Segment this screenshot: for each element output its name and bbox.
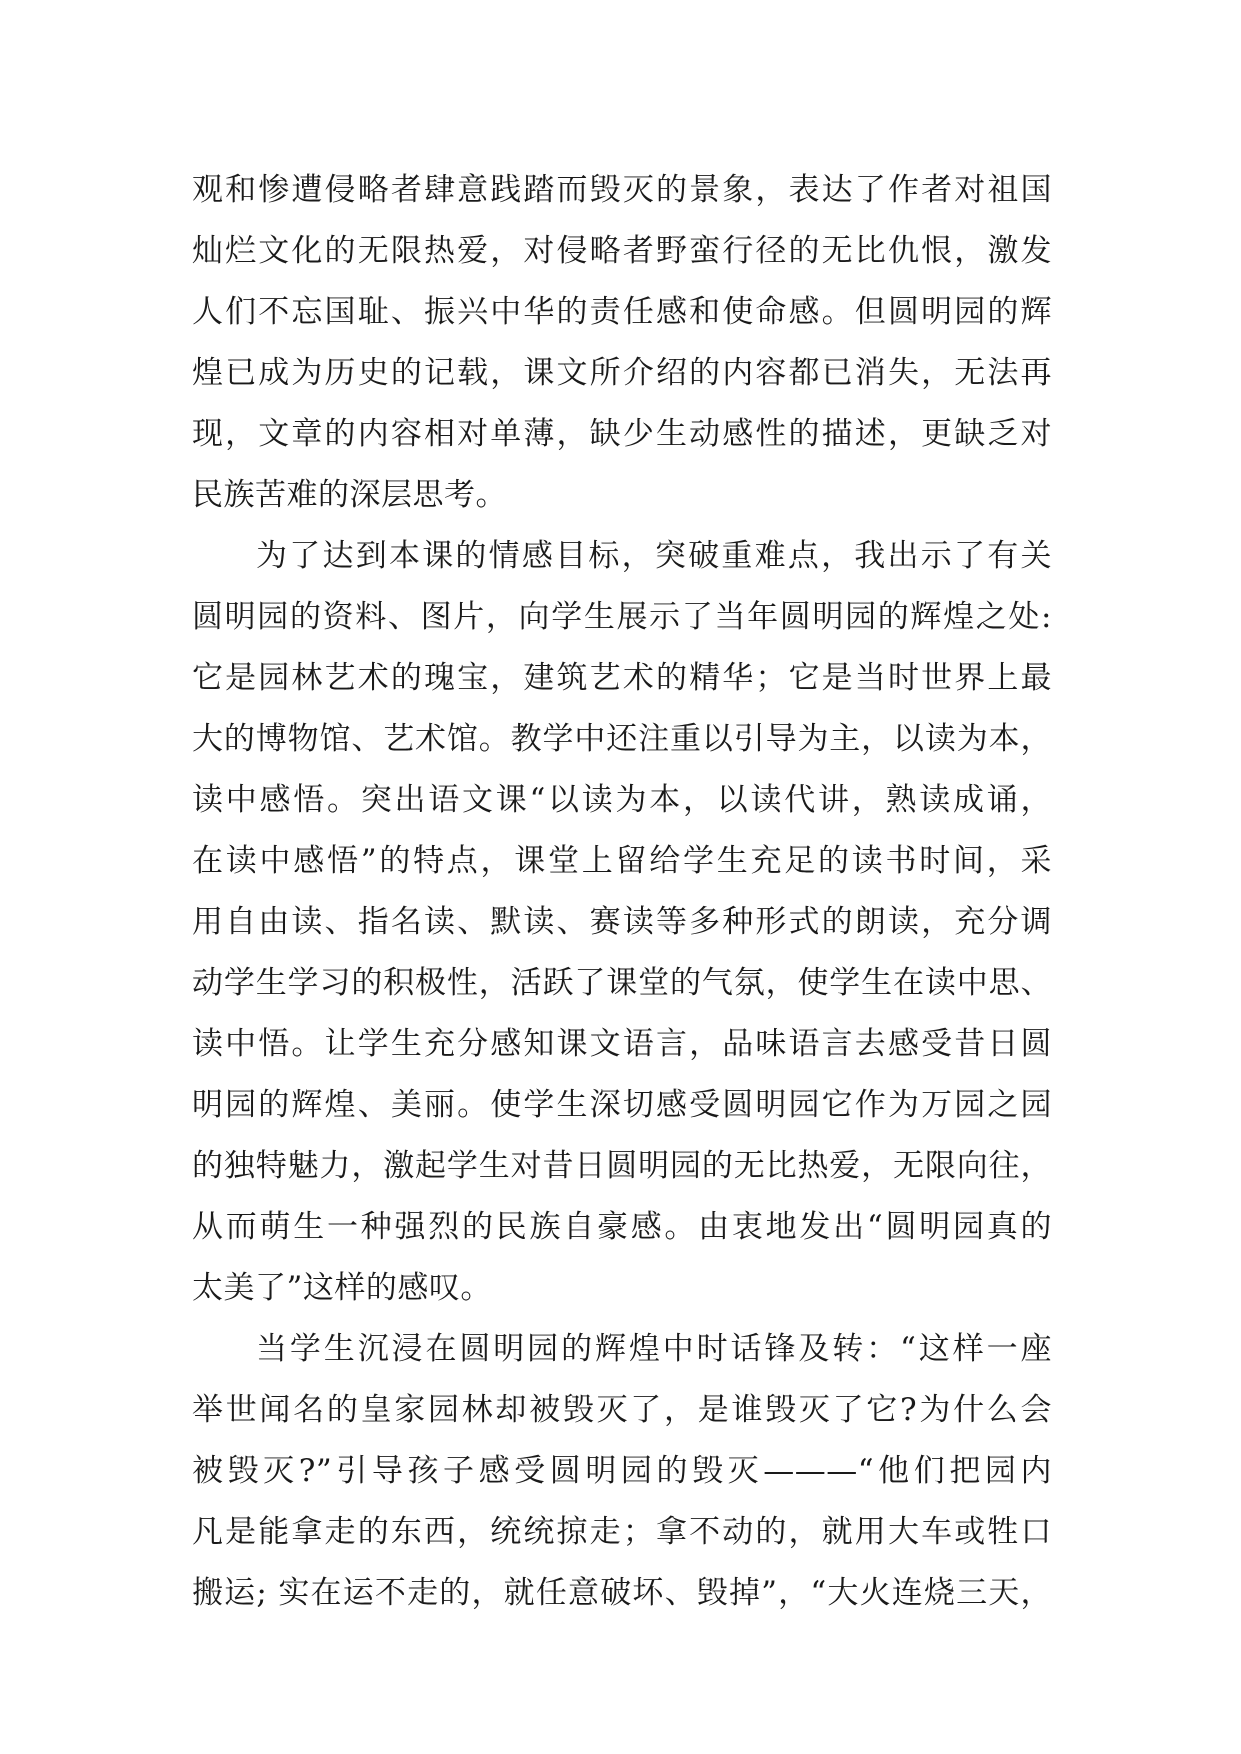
text-line: 现，文章的内容相对单薄，缺少生动感性的描述，更缺乏对: [192, 416, 1052, 452]
paragraph-first-line: 为了达到本课的情感目标，突破重难点，我出示了有关: [256, 538, 1052, 574]
text-line: 凡是能拿走的东西，统统掠走；拿不动的，就用大车或牲口: [192, 1514, 1052, 1550]
text-line: 动学生学习的积极性，活跃了课堂的气氛，使学生在读中思、: [192, 965, 1052, 1001]
text-line: 从而萌生一种强烈的民族自豪感。由衷地发出“圆明园真的: [192, 1209, 1052, 1245]
text-line: 用自由读、指名读、默读、赛读等多种形式的朗读，充分调: [192, 904, 1052, 940]
text-line: 明园的辉煌、美丽。使学生深切感受圆明园它作为万园之园: [192, 1087, 1052, 1123]
text-line: 它是园林艺术的瑰宝，建筑艺术的精华；它是当时世界上最: [192, 660, 1052, 696]
text-line: 观和惨遭侵略者肆意践踏而毁灭的景象，表达了作者对祖国: [192, 172, 1052, 208]
body-text: [192, 160, 1052, 1624]
paragraph-first-line: 当学生沉浸在圆明园的辉煌中时话锋及转：“这样一座: [256, 1331, 1052, 1367]
text-line: 读中悟。让学生充分感知课文语言，品味语言去感受昔日圆: [192, 1026, 1052, 1062]
text-line: 举世闻名的皇家园林却被毁灭了，是谁毁灭了它?为什么会: [192, 1392, 1052, 1428]
text-line: 的独特魅力，激起学生对昔日圆明园的无比热爱，无限向往，: [192, 1148, 1052, 1184]
text-line: 被毁灭?”引导孩子感受圆明园的毁灭———“他们把园内: [192, 1453, 1052, 1489]
text-line: 圆明园的资料、图片，向学生展示了当年圆明园的辉煌之处:: [192, 599, 1052, 635]
text-line: 太美了”这样的感叹。: [192, 1270, 492, 1306]
text-line: 灿烂文化的无限热爱，对侵略者野蛮行径的无比仇恨，激发: [192, 233, 1052, 269]
text-line: 人们不忘国耻、振兴中华的责任感和使命感。但圆明园的辉: [192, 294, 1052, 330]
text-line: 民族苦难的深层思考。: [192, 477, 507, 513]
text-line: 在读中感悟”的特点，课堂上留给学生充足的读书时间，采: [192, 843, 1052, 879]
text-line: 煌已成为历史的记载，课文所介绍的内容都已消失，无法再: [192, 355, 1052, 391]
text-line: 读中感悟。突出语文课“以读为本，以读代讲，熟读成诵，: [192, 782, 1052, 818]
text-line: 搬运; 实在运不走的，就任意破坏、毁掉”，“大火连烧三天，: [192, 1575, 1052, 1611]
text-line: 大的博物馆、艺术馆。教学中还注重以引导为主，以读为本，: [192, 721, 1052, 757]
